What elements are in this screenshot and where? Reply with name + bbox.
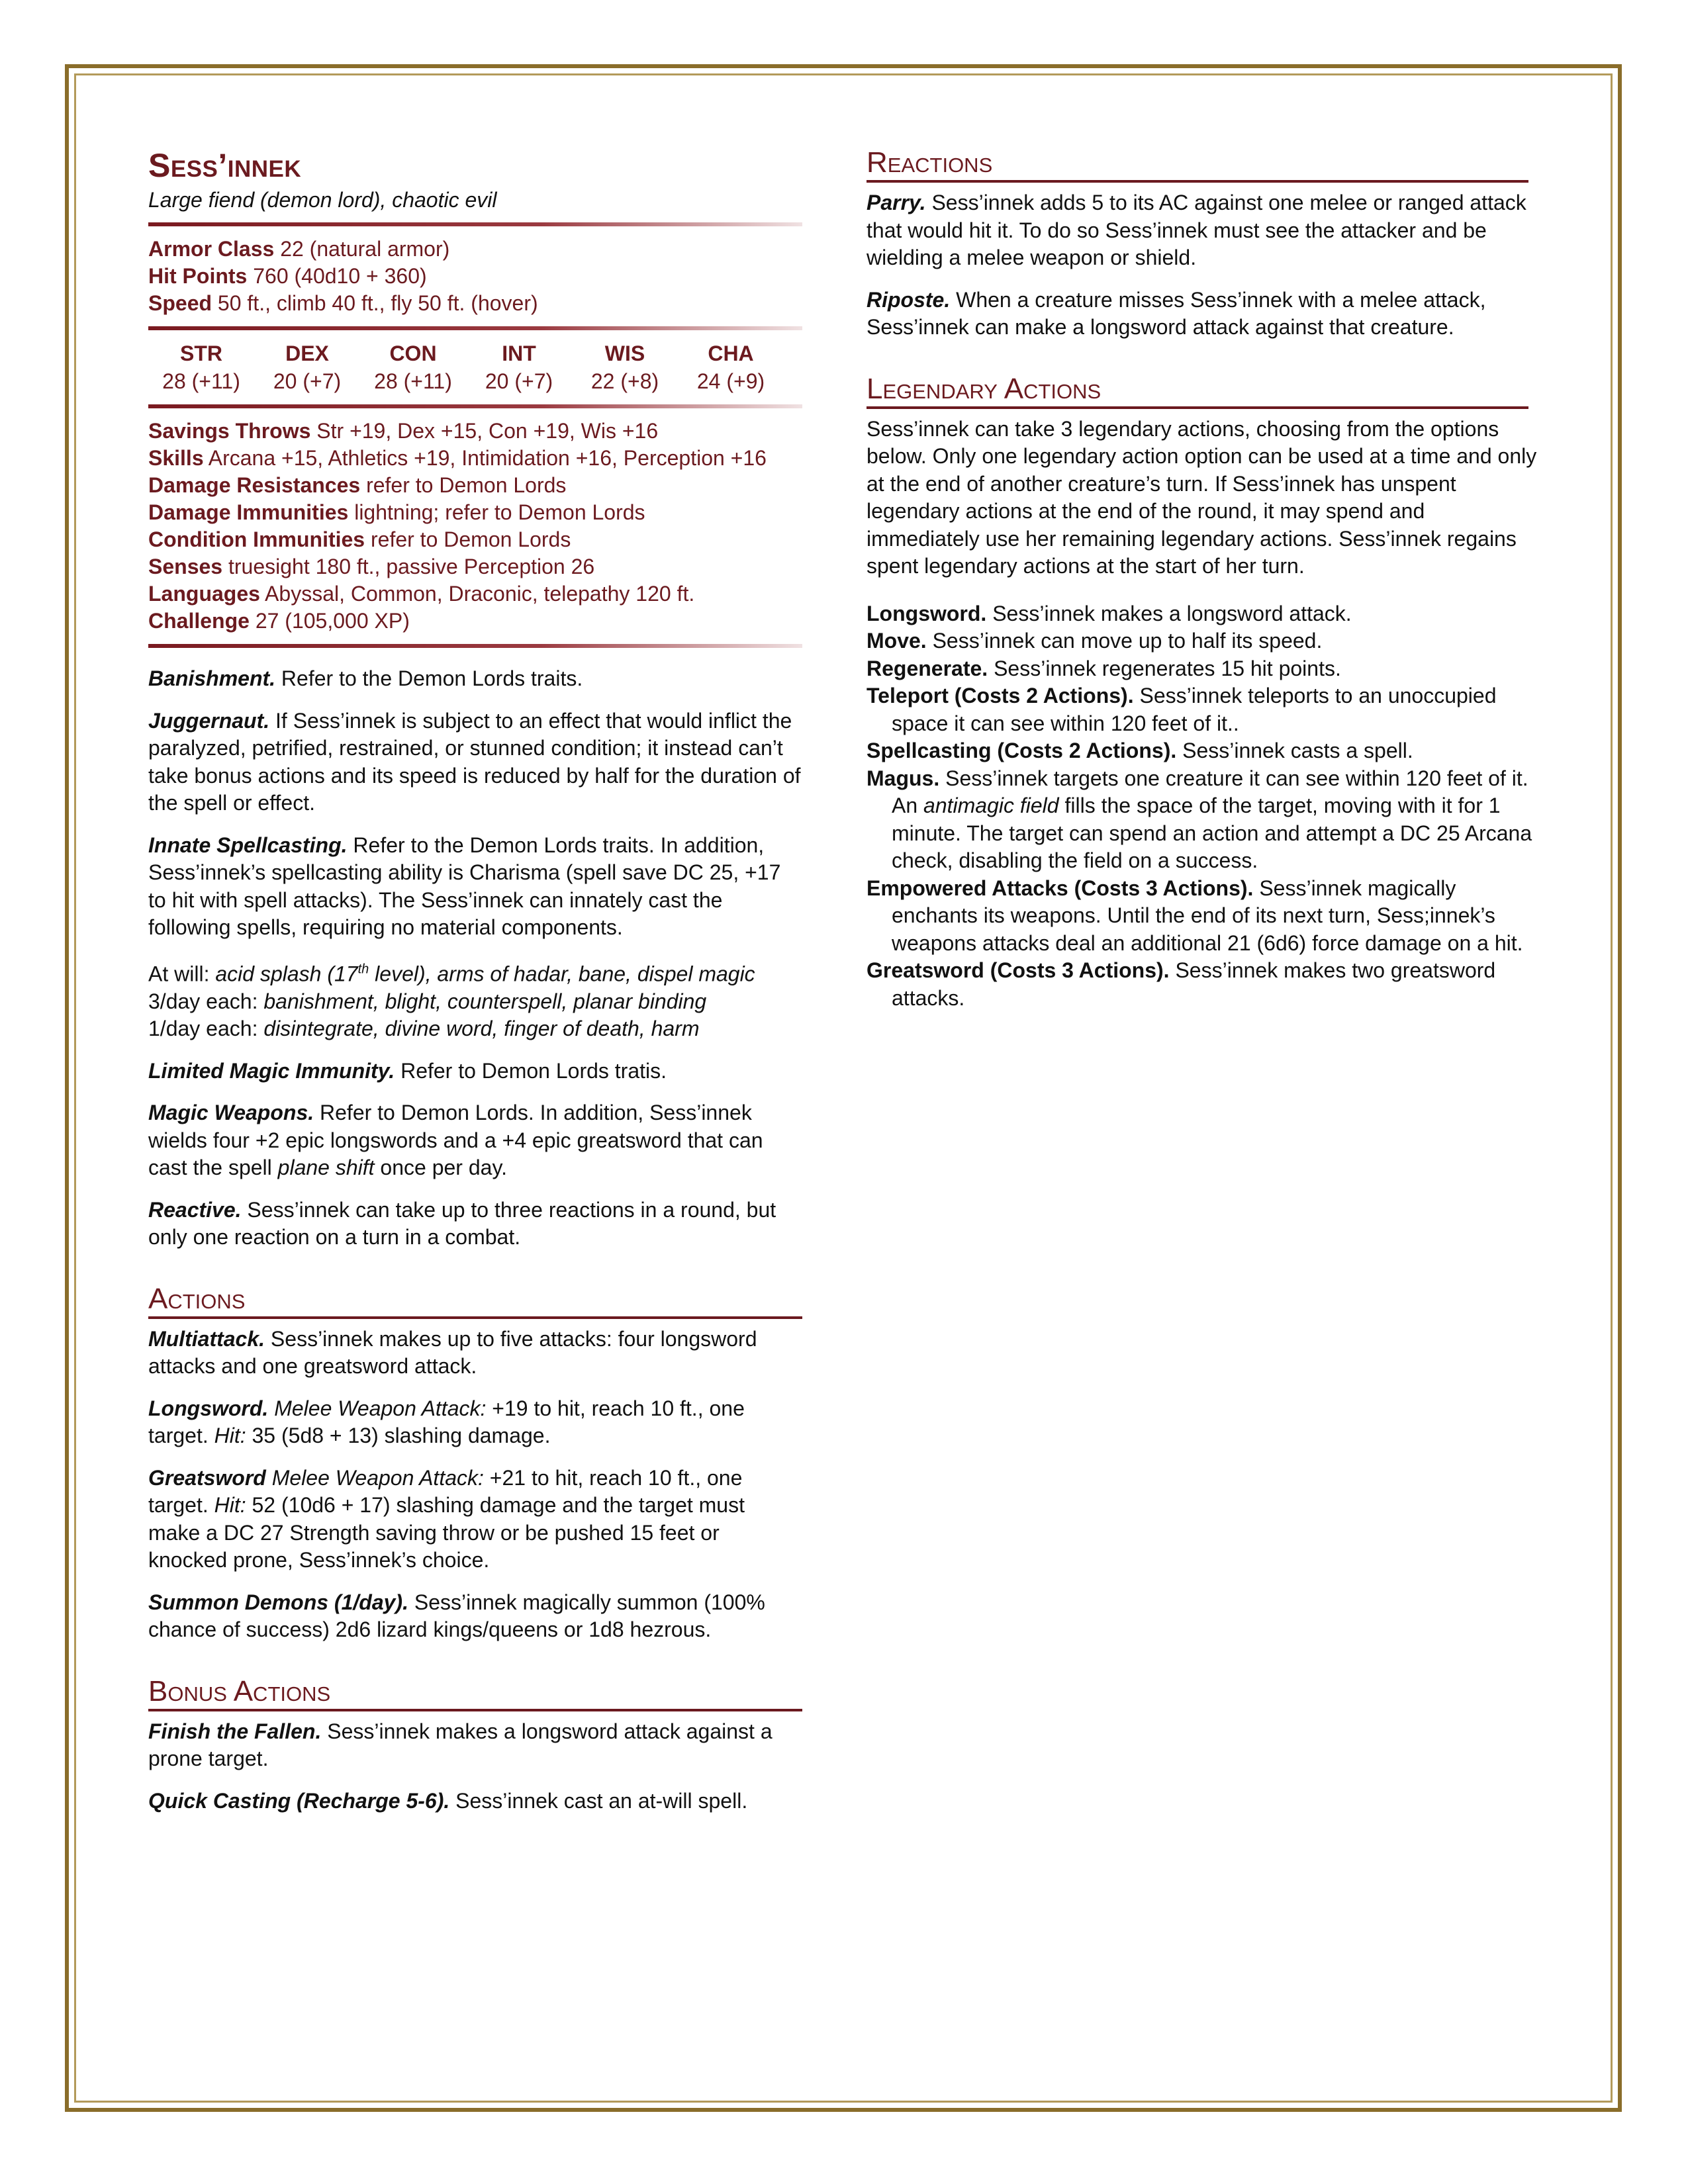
ability-str: STR 28 (+11) (162, 341, 240, 393)
ability-con: CON 28 (+11) (374, 341, 452, 393)
section-bonus-actions: Bonus Actions (148, 1674, 802, 1711)
spells-one-per-day: 1/day each: disintegrate, divine word, finger of death, harm (148, 1017, 700, 1041)
ability-wis: WIS 22 (+8) (590, 341, 659, 393)
monster-subtitle: Large fiend (demon lord), chaotic evil (148, 188, 497, 212)
spells-at-will: At will: acid splash (17th level), arms of hadar, bane, dispel magic (148, 962, 755, 986)
legendary-intro: Sess’innek can take 3 legendary actions, choosing from the options below. Only one legendary action option can be used at a time and only at the end of another creature’s turn. If Sess’innek has unspent legendary actions at the end of the round, it may spend and immediately use her remaining legendary actions. Sess’innek regains spent legendary actions at the start of her turn. (867, 416, 1537, 578)
challenge: Challenge 27 (105,000 XP) (148, 609, 410, 633)
hit-points: Hit Points 760 (40d10 + 360) (148, 264, 427, 288)
spells-three-per-day: 3/day each: banishment, blight, counterspell, planar binding (148, 989, 707, 1013)
speed: Speed 50 ft., climb 40 ft., fly 50 ft. (hover) (148, 291, 538, 315)
legendary-move: Move. Sess’innek can move up to half its speed. (867, 629, 1323, 653)
legendary-magus: Magus. Sess’innek targets one creature it can see within 120 feet of it. An antimagic field fills the space of the target, moving with it for 1 minute. The target can spend an action and attempt a DC 25 Arcana check, disabling the field on a success. (867, 766, 1532, 872)
action-greatsword: Greatsword Melee Weapon Attack: +21 to hit, reach 10 ft., one target. Hit: 52 (10d6 + 17) slashing damage and the target must make a DC 27 Strength saving throw or be pushed 15 feet or knocked prone, Sess’innek’s choice. (148, 1465, 745, 1572)
legendary-teleport: Teleport (Costs 2 Actions). Sess’innek teleports to an unoccupied space it can see within 120 feet of it.. (867, 684, 1497, 735)
skills: Skills Arcana +15, Athletics +19, Intimidation +16, Perception +16 (148, 446, 767, 470)
bonus-quick-casting: Quick Casting (Recharge 5-6). Sess’innek cast an at-will spell. (148, 1788, 748, 1813)
trait-juggernaut: Juggernaut. If Sess’innek is subject to an effect that would inflict the paralyzed, petrified, restrained, or stunned condition; it instead can’t take bonus actions and its speed is reduced by half for the duration of the spell or effect. (148, 708, 801, 815)
ability-dex: DEX 20 (+7) (273, 341, 342, 393)
action-summon-demons: Summon Demons (1/day). Sess’innek magically summon (100% chance of success) 2d6 lizard kings/queens or 1d8 hezrous. (148, 1590, 765, 1642)
armor-class: Armor Class 22 (natural armor) (148, 237, 450, 261)
action-longsword: Longsword. Melee Weapon Attack: +19 to hit, reach 10 ft., one target. Hit: 35 (5d8 + 13) slashing damage. (148, 1396, 745, 1448)
right-column (867, 146, 1538, 1012)
damage-immunities: Damage Immunities lightning; refer to Demon Lords (148, 500, 645, 524)
trait-reactive: Reactive. Sess’innek can take up to three reactions in a round, but only one reaction on a turn in a combat. (148, 1197, 776, 1250)
legendary-spellcasting: Spellcasting (Costs 2 Actions). Sess’innek casts a spell. (867, 739, 1413, 762)
divider (148, 404, 802, 408)
reaction-parry: Parry. Sess’innek adds 5 to its AC against one melee or ranged attack that would hit it. To do so Sess’innek must see the attacker and be wielding a melee weapon or shield. (867, 191, 1526, 269)
spell-list (148, 956, 802, 1043)
section-legendary-actions: Legendary Actions (867, 372, 1528, 409)
section-reactions: Reactions (867, 146, 1528, 183)
legendary-regenerate: Regenerate. Sess’innek regenerates 15 hit points. (867, 656, 1341, 680)
trait-magic-weapons: Magic Weapons. Refer to Demon Lords. In addition, Sess’innek wields four +2 epic longswords and a +4 epic greatsword that can cast the spell plane shift once per day. (148, 1101, 763, 1180)
action-multiattack: Multiattack. Sess’innek makes up to five attacks: four longsword attacks and one greatsword attack. (148, 1326, 757, 1379)
damage-resistances: Damage Resistances refer to Demon Lords (148, 473, 567, 497)
ability-scores (148, 340, 784, 395)
languages: Languages Abyssal, Common, Draconic, telepathy 120 ft. (148, 582, 695, 606)
divider (148, 326, 802, 330)
condition-immunities: Condition Immunities refer to Demon Lords (148, 527, 571, 551)
saving-throws: Savings Throws Str +19, Dex +15, Con +19, Wis +16 (148, 419, 659, 443)
bonus-finish-the-fallen: Finish the Fallen. Sess’innek makes a longsword attack against a prone target. (148, 1719, 773, 1771)
divider (148, 644, 802, 648)
divider (148, 222, 802, 226)
monster-name: Sess’innek (148, 147, 302, 184)
reaction-riposte: Riposte. When a creature misses Sess’innek with a melee attack, Sess’innek can make a longsword attack against that creature. (867, 287, 1486, 339)
legendary-greatsword: Greatsword (Costs 3 Actions). Sess’innek makes two greatsword attacks. (867, 958, 1496, 1010)
trait-limited-magic-immunity: Limited Magic Immunity. Refer to Demon Lords tratis. (148, 1058, 667, 1083)
ability-cha: CHA 24 (+9) (696, 341, 765, 393)
senses: Senses truesight 180 ft., passive Perception 26 (148, 555, 595, 578)
legendary-longsword: Longsword. Sess’innek makes a longsword attack. (867, 601, 1352, 625)
legendary-empowered-attacks: Empowered Attacks (Costs 3 Actions). Sess’innek magically enchants its weapons. Until the end of its next turn, Sess;innek’s weapons attacks deal an additional 21 (6d6) force damage on a hit. (867, 876, 1523, 955)
ability-int: INT 20 (+7) (485, 341, 553, 393)
trait-banishment: Banishment. Refer to the Demon Lords traits. (148, 666, 583, 690)
left-column (148, 146, 802, 1829)
trait-innate-spellcasting: Innate Spellcasting. Refer to the Demon Lords traits. In addition, Sess’innek’s spellcasting ability is Charisma (spell save DC 25, +17 to hit with spell attacks). The Sess’innek can innately cast the following spells, requiring no material components. (148, 833, 781, 939)
section-actions: Actions (148, 1282, 802, 1319)
